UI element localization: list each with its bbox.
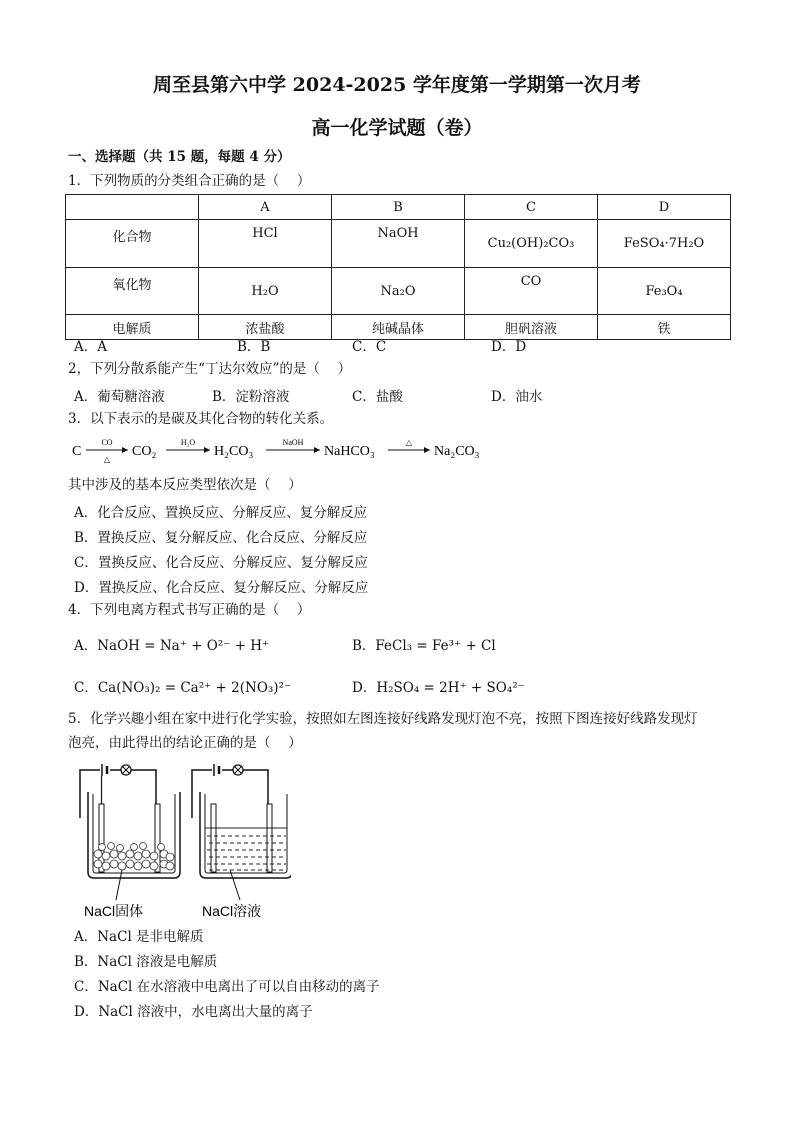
q5-stem-line2: 泡亮，由此得出的结论正确的是（ ） — [68, 735, 302, 751]
table-header-cell: D — [598, 195, 731, 220]
table-cell: 氧化物 — [66, 268, 199, 315]
right-apparatus — [192, 764, 291, 919]
table-cell: 化合物 — [66, 220, 199, 268]
q3-reaction-chain — [70, 433, 490, 465]
q4-stem: 4．下列电离方程式书写正确的是（ ） — [68, 602, 311, 618]
q5-conductivity-figure — [76, 762, 291, 922]
table-cell: NaOH — [332, 220, 465, 268]
chain-species: H₂CO₃ — [214, 444, 254, 459]
chain-species: Na₂CO₃ — [434, 444, 480, 459]
q4-option-a[interactable]: A．NaOH = Na⁺ + O²⁻ + H⁺ — [74, 638, 270, 654]
q1-stem: 1．下列物质的分类组合正确的是（ ） — [68, 173, 311, 189]
table-header-cell — [66, 195, 199, 220]
table-cell: 铁 — [598, 315, 731, 340]
q2-option-c[interactable]: C．盐酸 — [352, 389, 403, 405]
table-cell: Cu₂(OH)₂CO₃ — [465, 220, 598, 268]
exam-title: 周至县第六中学 2024-2025 学年度第一学期第一次月考 — [153, 74, 641, 96]
q3-option-c[interactable]: C．置换反应、化合反应、分解反应、复分解反应 — [74, 555, 368, 571]
table-cell: Na₂O — [332, 268, 465, 315]
q2-option-b[interactable]: B．淀粉溶液 — [212, 389, 290, 405]
section-heading: 一、选择题（共 15 题，每题 4 分） — [68, 149, 291, 165]
table-cell: 浓盐酸 — [199, 315, 332, 340]
chain-condition: NaOH — [282, 438, 304, 447]
q3-option-a[interactable]: A．化合反应、置换反应、分解反应、复分解反应 — [74, 505, 368, 521]
table-header-cell: C — [465, 195, 598, 220]
q3-option-b[interactable]: B．置换反应、复分解反应、化合反应、分解反应 — [74, 530, 368, 546]
table-cell: H₂O — [199, 268, 332, 315]
q4-option-c[interactable]: C．Ca(NO₃)₂ = Ca²⁺ + 2(NO₃)²⁻ — [74, 680, 292, 696]
q3-option-d[interactable]: D．置换反应、化合反应、复分解反应、分解反应 — [74, 580, 369, 596]
q4-option-b[interactable]: B．FeCl₃ = Fe³⁺ + Cl — [352, 638, 496, 654]
q5-option-c[interactable]: C．NaCl 在水溶液中电离出了可以自由移动的离子 — [74, 979, 380, 995]
q1-table — [65, 194, 731, 340]
q1-option-b[interactable]: B．B — [237, 339, 271, 355]
left-apparatus — [80, 764, 180, 919]
q1-option-c[interactable]: C．C — [352, 339, 387, 355]
q2-stem: 2，下列分散系能产生“丁达尔效应”的是（ ） — [68, 361, 352, 377]
table-cell: FeSO₄·7H₂O — [598, 220, 731, 268]
figure-label-left: NaCl固体 — [84, 903, 144, 919]
q5-option-b[interactable]: B．NaCl 溶液是电解质 — [74, 954, 218, 970]
table-cell: 纯碱晶体 — [332, 315, 465, 340]
table-header-cell: B — [332, 195, 465, 220]
chain-condition: △ — [405, 438, 413, 447]
chain-species: NaHCO₃ — [324, 444, 375, 459]
q3-question: 其中涉及的基本反应类型依次是（ ） — [68, 477, 302, 493]
table-header-cell: A — [199, 195, 332, 220]
table-cell: Fe₃O₄ — [598, 268, 731, 315]
q1-option-d[interactable]: D．D — [491, 339, 527, 355]
chain-condition: CO — [101, 438, 113, 447]
q3-stem: 3．以下表示的是碳及其化合物的转化关系。 — [68, 411, 334, 427]
figure-label-right: NaCl溶液 — [202, 903, 262, 919]
table-cell: HCl — [199, 220, 332, 268]
q4-option-d[interactable]: D．H₂SO₄ = 2H⁺ + SO₄²⁻ — [352, 680, 525, 696]
chain-condition-under: △ — [103, 455, 111, 464]
chain-condition: H₂O — [180, 438, 196, 447]
q5-stem-line1: 5．化学兴趣小组在家中进行化学实验，按照如左图连接好线路发现灯泡不亮，按照下图连接好线路发现灯 — [68, 711, 698, 727]
exam-subtitle: 高一化学试题（卷） — [311, 117, 483, 139]
q2-option-d[interactable]: D．油水 — [491, 389, 543, 405]
table-cell: 胆矾溶液 — [465, 315, 598, 340]
chain-species: C — [72, 444, 82, 459]
chain-species: CO₂ — [132, 444, 157, 459]
q1-option-a[interactable]: A．A — [74, 339, 107, 355]
table-cell: CO — [465, 268, 598, 315]
q5-option-d[interactable]: D．NaCl 溶液中，水电离出大量的离子 — [74, 1004, 313, 1020]
table-cell: 电解质 — [66, 315, 199, 340]
q5-option-a[interactable]: A．NaCl 是非电解质 — [74, 929, 204, 945]
q2-option-a[interactable]: A．葡萄糖溶液 — [74, 389, 165, 405]
